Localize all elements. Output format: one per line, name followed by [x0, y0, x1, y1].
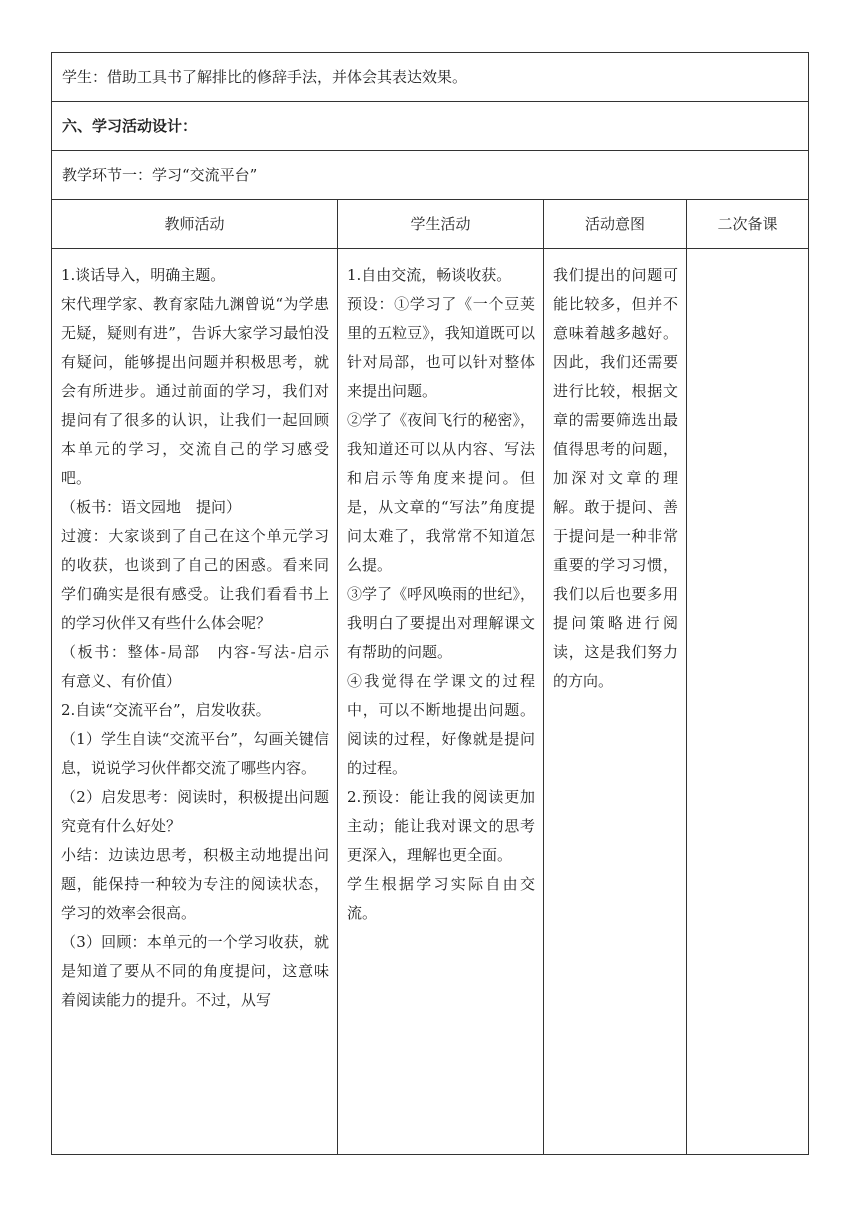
teacher-activity-cell: [52, 249, 345, 1154]
activity-table: [51, 199, 809, 1155]
header-revision: 二次备课: [717, 215, 778, 233]
student-para: 学生根据学习实际自由交流。: [347, 875, 535, 922]
student-para: 预设：①学习了《一个豆荚里的五粒豆》，我知道既可以针对局部，也可以针对整体来提出问题。: [347, 295, 535, 400]
activity-intent-cell: [544, 249, 687, 1154]
lesson-plan: [51, 52, 809, 1155]
student-para: 1.自由交流，畅谈收获。: [347, 266, 512, 284]
teacher-para: 宋代理学家、教育家陆九渊曾说“为学患无疑，疑则有进”，告诉大家学习最怕没有疑问，能够提出问题并积极思考，就会有所进步。通过前面的学习，我们对提问有了很多的认识，让我们一起回顾本单元的学习，交流自己的学习感受吧。: [61, 295, 329, 487]
student-para: 2.预设：能让我的阅读更加主动；能让我对课文的思考更深入，理解也更全面。: [347, 788, 535, 864]
header-teacher: 教师活动: [52, 200, 338, 248]
stage-title-row: [51, 150, 809, 199]
student-goal-text: 学生：借助工具书了解排比的修辞手法，并体会其表达效果。: [62, 68, 468, 86]
header-student: 学生活动: [338, 200, 544, 248]
teacher-para: （板书：语文园地 提问）: [61, 498, 242, 516]
section-title-row: [51, 101, 809, 150]
section-title: 六、学习活动设计：: [62, 117, 198, 135]
teacher-para: 过渡：大家谈到了自己在这个单元学习的收获，也谈到了自己的困惑。看来同学们确实是很有感受。让我们看看书上的学习伙伴又有些什么体会呢？: [61, 527, 329, 632]
teacher-para: （板书：整体-局部 内容-写法-启示 有意义、有价值）: [61, 643, 345, 690]
stage-title: 教学环节一：学习“交流平台”: [62, 166, 258, 184]
student-goal-row: [51, 52, 809, 101]
header-intent: 活动意图: [544, 200, 687, 248]
teacher-para: 2.自读“交流平台”，启发收获。: [61, 701, 271, 719]
student-activity-cell: [338, 249, 544, 1154]
second-revision-cell: [687, 249, 808, 1154]
student-para: ③学了《呼风唤雨的世纪》，我明白了要提出对理解课文有帮助的问题。: [347, 585, 535, 661]
table-body: [52, 249, 808, 1154]
teacher-para: 1.谈话导入，明确主题。: [61, 266, 226, 284]
teacher-para: 小结：边读边思考，积极主动地提出问题，能保持一种较为专注的阅读状态，学习的效率会很高。: [61, 846, 329, 922]
student-para: ②学了《夜间飞行的秘密》，我知道还可以从内容、写法和启示等角度来提问。但是，从文章的“写法”角度提问太难了，我常常不知道怎么提。: [347, 411, 535, 574]
intent-para: 我们提出的问题可能比较多，但并不意味着越多越好。因此，我们还需要进行比较，根据文章的需要筛选出最值得思考的问题，加深对文章的理解。敢于提问、善于提问是一种非常重要的学习习惯，我们以后也要多用提问策略进行阅读，这是我们努力的方向。: [553, 266, 678, 690]
teacher-para: （3）回顾：本单元的一个学习收获，就是知道了要从不同的角度提问，这意味着阅读能力的提升。不过，从写: [61, 933, 329, 1009]
student-para: ④我觉得在学课文的过程中，可以不断地提出问题。阅读的过程，好像就是提问的过程。: [347, 672, 535, 777]
table-header: [52, 200, 808, 249]
teacher-para: （2）启发思考：阅读时，积极提出问题究竟有什么好处？: [61, 788, 329, 835]
teacher-para: （1）学生自读“交流平台”，勾画关键信息，说说学习伙伴都交流了哪些内容。: [61, 730, 329, 777]
